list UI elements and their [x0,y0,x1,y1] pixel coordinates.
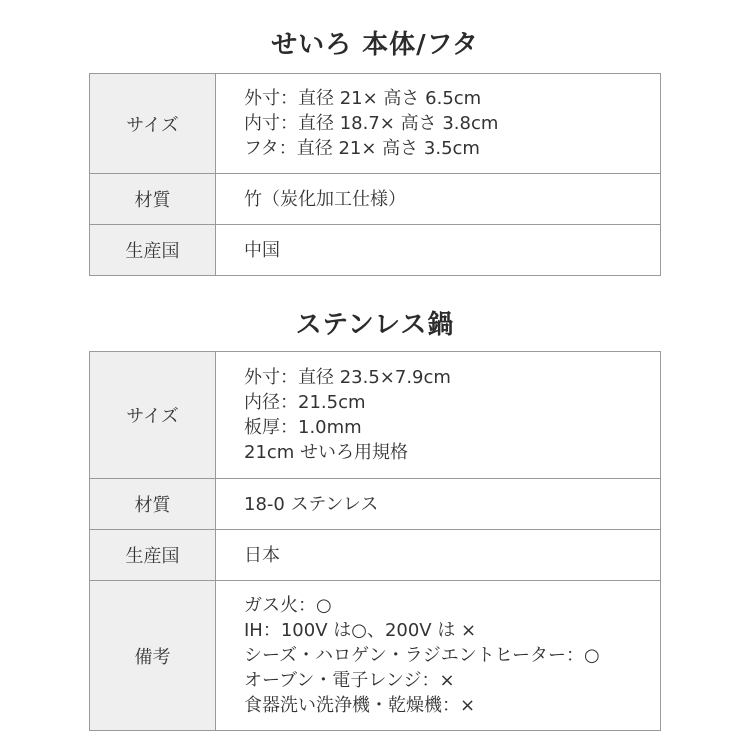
table-row [90,174,661,225]
table-row [90,74,661,174]
value-line: 21cm せいろ用規格 [244,442,409,463]
row-value [216,74,661,174]
row-label: サイズ [90,74,216,174]
value-line: ガス火：○ [244,595,332,616]
value-line: 食器洗い洗浄機・乾燥機：× [244,695,476,716]
spec-table-stainless-pot [89,351,661,731]
table-row [90,352,661,479]
row-value [216,174,661,225]
value-line: シーズ・ハロゲン・ラジエントヒーター：○ [244,645,600,666]
table-row [90,225,661,276]
row-value [216,225,661,276]
section-title-seiro: せいろ 本体/フタ [271,30,479,60]
row-value [216,530,661,581]
value-line: 板厚：1.0mm [244,417,362,438]
row-label: 生産国 [90,225,216,276]
section-title-stainless-pot: ステンレス鍋 [295,310,455,340]
row-label: サイズ [90,352,216,479]
row-value [216,479,661,530]
value-line: 内寸：直径 18.7× 高さ 3.8cm [244,113,499,134]
row-value [216,581,661,731]
table-row [90,530,661,581]
value-line: 内径：21.5cm [244,392,366,413]
value-line: 外寸：直径 23.5×7.9cm [244,367,451,388]
value-line: 中国 [244,239,280,261]
table-row [90,479,661,530]
spec-table-seiro [89,73,661,276]
value-line: 外寸：直径 21× 高さ 6.5cm [244,88,482,109]
value-line: 18-0 ステンレス [244,493,379,515]
row-value [216,352,661,479]
table-row [90,581,661,731]
row-label: 生産国 [90,530,216,581]
value-line: フタ：直径 21× 高さ 3.5cm [244,138,480,159]
value-line: 日本 [244,544,280,566]
row-label: 材質 [90,479,216,530]
row-label: 材質 [90,174,216,225]
row-label: 備考 [90,581,216,731]
value-line: オーブン・電子レンジ：× [244,670,455,691]
value-line: IH：100V は○、200V は × [244,620,477,641]
value-line: 竹（炭化加工仕様） [244,188,406,210]
